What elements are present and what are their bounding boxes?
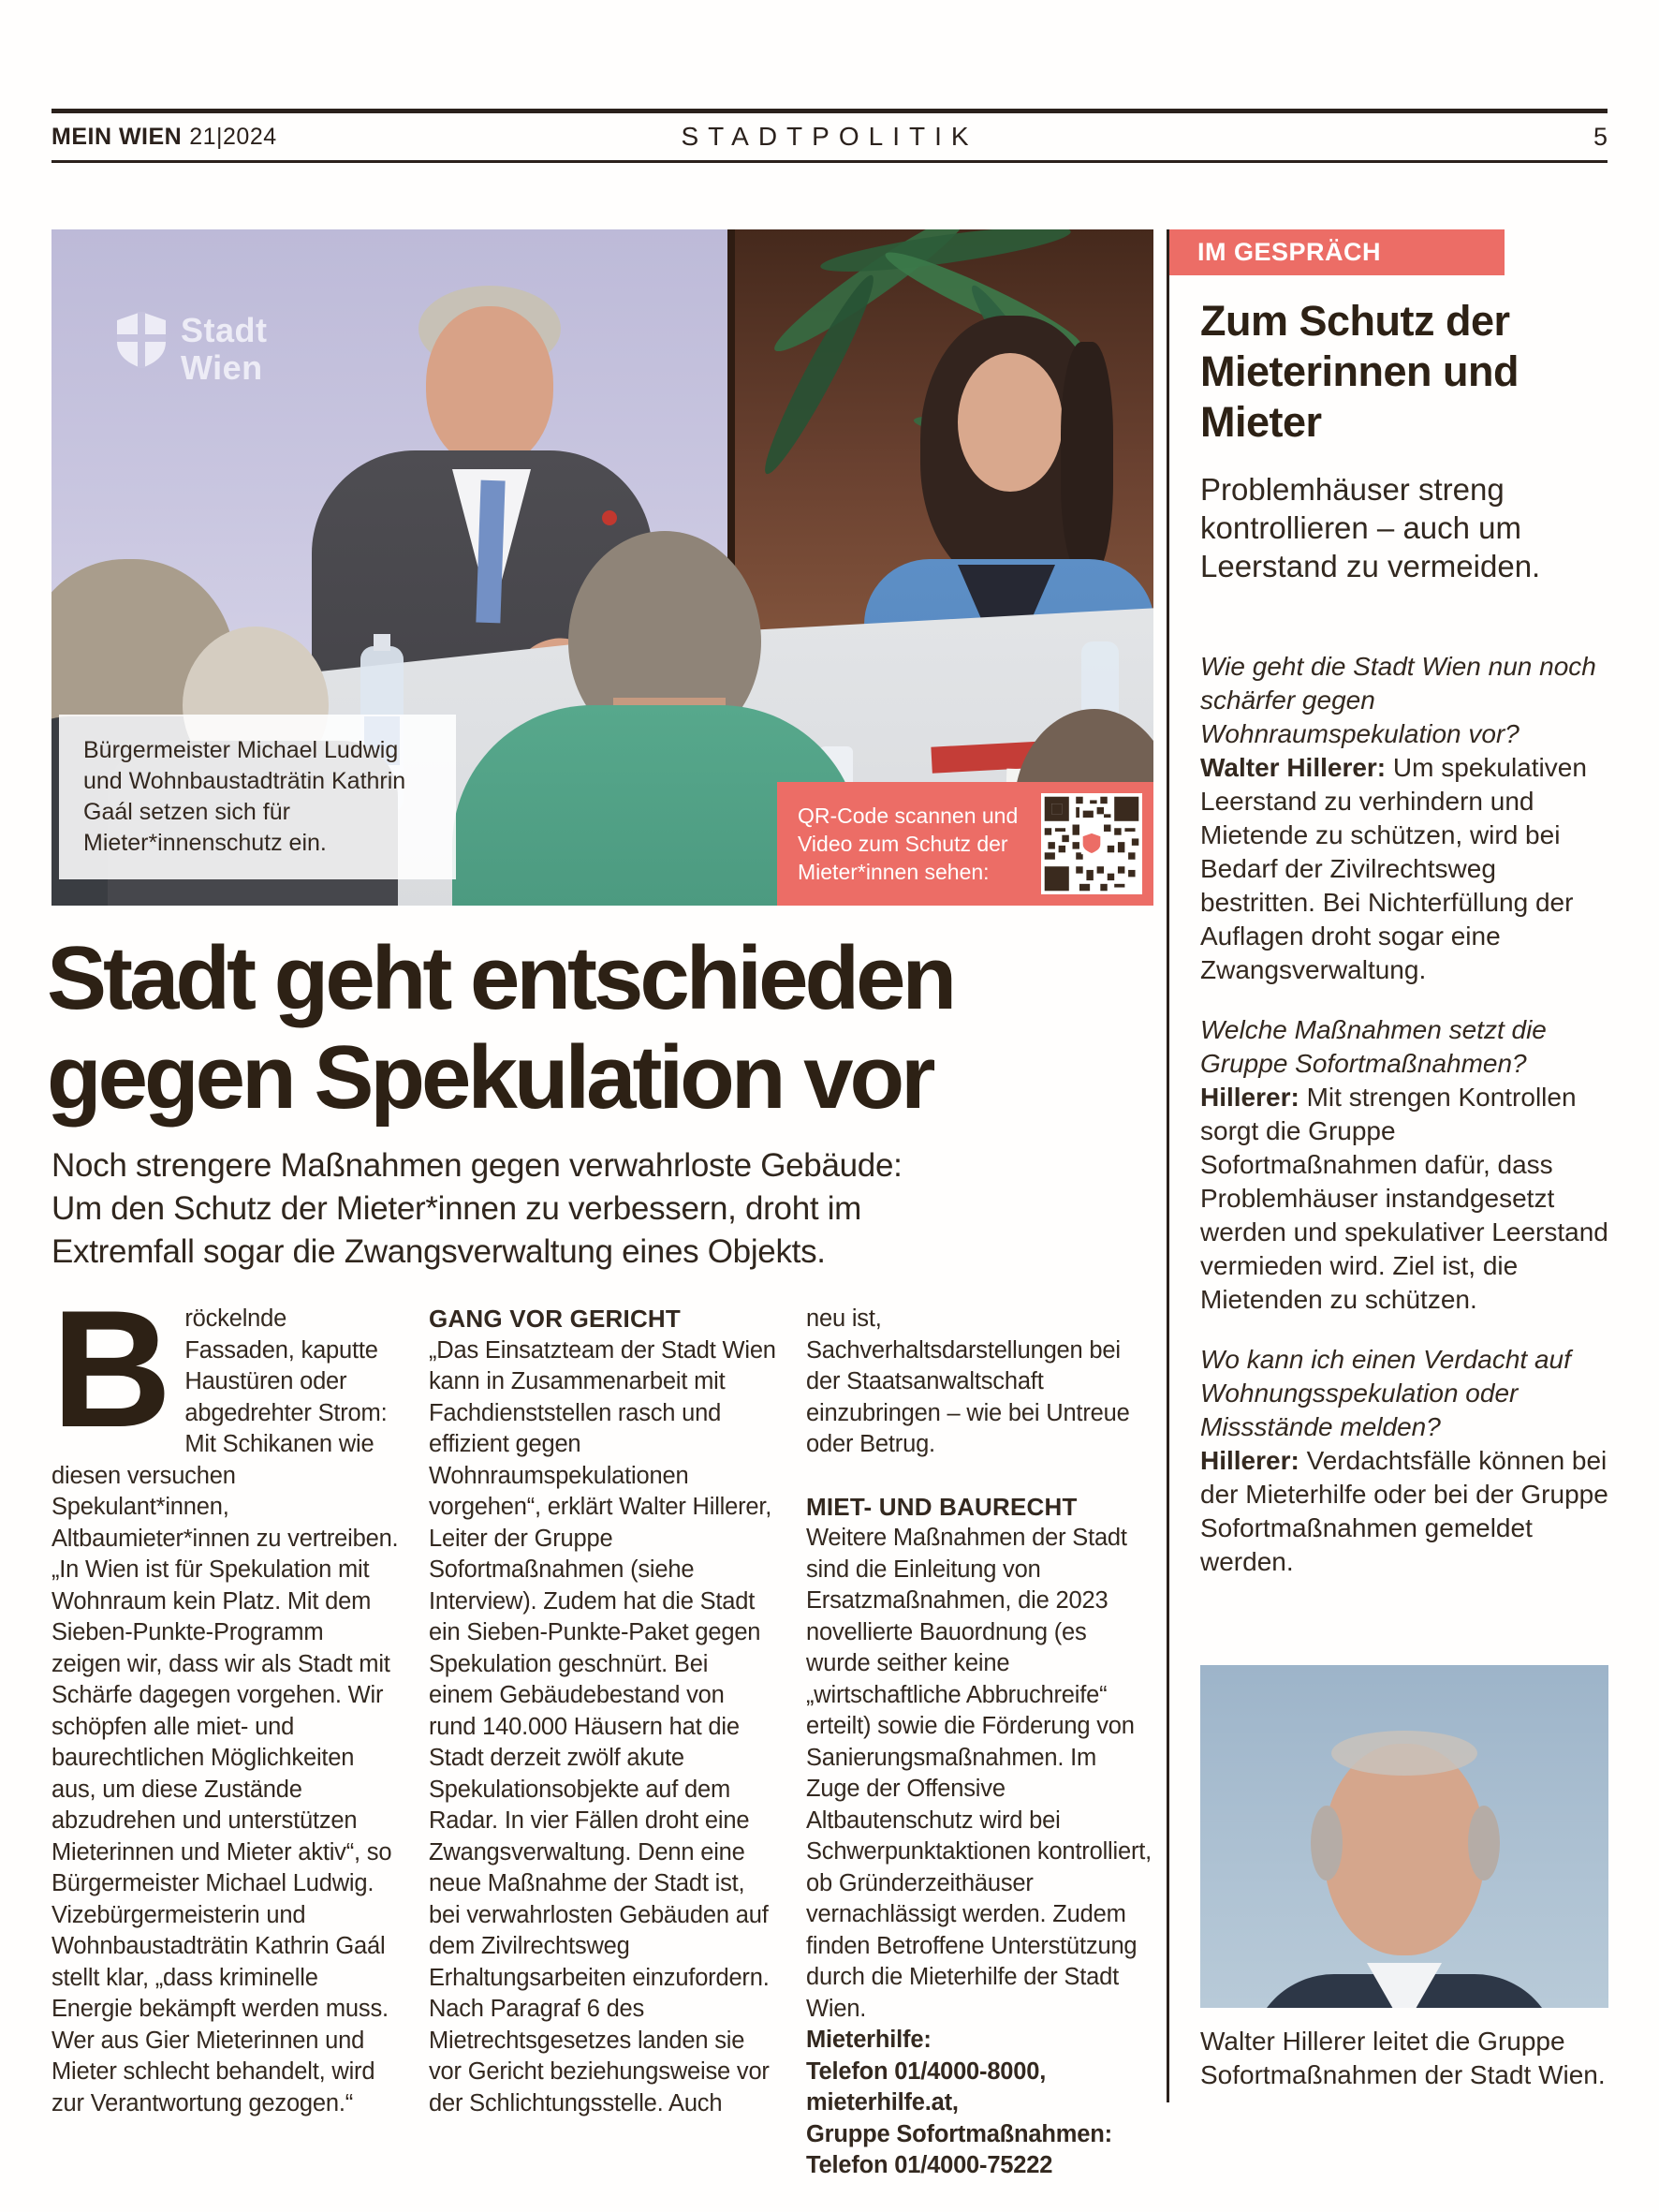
contact-line: Telefon 01/4000-8000, <box>806 2057 1047 2085</box>
column1-text: röckelnde Fassaden, kaputte Haustüren oder abgedrehter Strom: Mit Schikanen wie diesen versuchen Spekulant*innen, Altbaumieter*innen zu vertreiben. „In Wien ist für Spekulation mit Wohnraum kein Platz. Mit dem Sieben-Punkte-Programm zeigen wir, dass wir als Stadt mit Schärfe dagegen vorgehen. Wir schöpfen alle miet- und baurechtlichen Möglichkeiten aus, um diese Zustände abzudrehen und unterstützen Mieterinnen und Mieter aktiv“, so Bürgermeister Michael Ludwig. Vizebürgermeisterin und Wohnbaustadträtin Kathrin Gaál stellt klar, „dass kriminelle Energie bekämpft werden muss. Wer aus Gier Mieterinnen und Mieter schlecht behandelt, wird zur Verantwortung gezogen.“ <box>51 1305 399 2116</box>
interview-answer <box>1200 1444 1608 1579</box>
column-divider <box>1167 229 1169 2102</box>
contact-line: Gruppe Sofortmaßnahmen: <box>806 2120 1112 2147</box>
qa-block <box>1200 1343 1608 1579</box>
speaker-name: Hillerer: <box>1200 1083 1299 1112</box>
section-title: STADTPOLITIK <box>681 122 978 151</box>
qr-callout <box>777 782 1153 906</box>
speaker-name: Hillerer: <box>1200 1446 1299 1475</box>
drop-cap: B <box>51 1276 172 1462</box>
standfirst-line: Um den Schutz der Mieter*innen zu verbessern, droht im <box>51 1190 862 1227</box>
magazine-brand <box>51 124 277 151</box>
issue-number: 21|2024 <box>189 123 277 150</box>
column3-text: neu ist, Sachverhaltsdarstellungen bei der Staatsanwaltschaft einzubringen – wie bei Untreue oder Betrug. <box>806 1305 1130 1457</box>
bottle-cap-shape <box>374 634 390 651</box>
body-column-2 <box>429 1304 776 2182</box>
interview-answer <box>1200 1081 1608 1317</box>
answer-text: Verdachtsfälle können bei der Mieterhilfe oder bei der Gruppe Sofortmaßnahmen gemeldet werden. <box>1200 1446 1608 1576</box>
interview-question: Welche Maßnahmen setzt die Gruppe Sofortmaßnahmen? <box>1200 1015 1547 1078</box>
standfirst-line: Noch strengere Maßnahmen gegen verwahrloste Gebäude: <box>51 1147 903 1184</box>
speaker-name: Walter Hillerer: <box>1200 753 1387 782</box>
shield-icon <box>117 312 166 368</box>
subsection-heading: MIET- UND BAURECHT <box>806 1492 1078 1521</box>
article-standfirst <box>51 1144 1147 1274</box>
headline-line1: Stadt geht entschieden <box>47 928 954 1028</box>
contact-line: Telefon 01/4000-75222 <box>806 2152 1053 2178</box>
contact-line: mieterhilfe.at, <box>806 2089 959 2116</box>
stadt-wien-logo <box>117 312 268 387</box>
face-shape <box>958 353 1063 492</box>
answer-text: Um spekulativen Leerstand zu verhindern und Mietende zu schützen, wird bei Bedarf der Zivilrechtsweg bestritten. Bei Nichterfüllung der Auflagen droht sogar eine Zwangsverwaltung. <box>1200 753 1587 984</box>
article-body <box>51 1276 1153 2182</box>
subsection-heading: GANG VOR GERICHT <box>429 1305 681 1333</box>
interview-question: Wie geht die Stadt Wien nun noch schärfer gegen Wohnraumspekulation vor? <box>1200 652 1596 748</box>
portrait-photo-hillerer <box>1200 1665 1608 2008</box>
sidebar-tag <box>1169 229 1505 275</box>
interview-question: Wo kann ich einen Verdacht auf Wohnungsspekulation oder Missstände melden? <box>1200 1345 1571 1441</box>
sidebar-title: Zum Schutz der Mieterinnen und Mieter <box>1200 297 1519 446</box>
logo-line1: Stadt <box>181 311 268 349</box>
standfirst-line: Extremfall sogar die Zwangsverwaltung eines Objekts. <box>51 1233 826 1270</box>
column3-text: Weitere Maßnahmen der Stadt sind die Einleitung von Ersatzmaßnahmen, die 2023 novellierte Bauordnung (es wurde seither keine „wirtschaftliche Abbruchreife“ erteilt) sowie die Förderung von Sanierungsmaßnahmen. Im Zuge der Offensive Altbautenschutz wird bei Schwerpunktaktionen kontrolliert, ob Gründerzeithäuser vernachlässigt werden. Zudem finden Betroffene Unterstützung durch die Mieterhilfe der Stadt Wien. <box>806 1525 1152 2022</box>
article-headline <box>47 929 953 1128</box>
answer-text: Mit strengen Kontrollen sorgt die Gruppe Sofortmaßnahmen dafür, dass Problemhäuser instandgesetzt werden und spekulativer Leerstand vermieden wird. Ziel ist, die Mietenden zu schützen. <box>1200 1083 1608 1314</box>
contact-line: Mieterhilfe: <box>806 2027 932 2053</box>
page-number: 5 <box>1593 122 1608 151</box>
lapel-pin-shape <box>602 510 617 525</box>
paragraph-spacer <box>806 1461 1153 1492</box>
meeting-photo <box>51 229 1153 906</box>
hair-side-shape <box>1468 1806 1500 1880</box>
interview-answer <box>1200 751 1608 987</box>
hair-top-shape <box>1331 1731 1477 1776</box>
qa-block <box>1200 650 1608 987</box>
hair-side-shape <box>1311 1806 1343 1880</box>
body-column-3 <box>806 1304 1153 2182</box>
headline-line2: gegen Spekulation vor <box>47 1027 932 1128</box>
qa-block <box>1200 1013 1608 1317</box>
photo-caption: Bürgermeister Michael Ludwig und Wohnbaustadträtin Kathrin Gaál setzen sich für Mieter*innenschutz ein. <box>59 715 456 879</box>
logo-text <box>181 312 268 387</box>
qr-code-icon <box>1041 793 1142 894</box>
qr-callout-text: QR-Code scannen und Video zum Schutz der Mieter*innen sehen: <box>798 804 1019 884</box>
sidebar-lead: Problemhäuser streng kontrollieren – auch um Leerstand zu vermeiden. <box>1200 472 1541 583</box>
logo-line2: Wien <box>181 348 263 387</box>
interview-qa <box>1200 650 1608 1605</box>
portrait-caption: Walter Hillerer leitet die Gruppe Sofortmaßnahmen der Stadt Wien. <box>1200 2027 1606 2089</box>
page-header <box>51 109 1608 163</box>
body-column-1 <box>51 1276 399 2182</box>
brand-name: MEIN WIEN <box>51 123 183 150</box>
hair-shape <box>1061 342 1113 576</box>
column2-text: „Das Einsatzteam der Stadt Wien kann in Zusammenarbeit mit Fachdienststellen rasch und effizient gegen Wohnraumspekulationen vorgehen“, erklärt Walter Hillerer, Leiter der Gruppe Sofortmaßnahmen (siehe Interview). Zudem hat die Stadt ein Sieben-Punkte-Paket gegen Spekulation geschnürt. Bei einem Gebäudebestand von rund 140.000 Häusern hat die Stadt derzeit zwölf akute Spekulationsobjekte auf dem Radar. In vier Fällen droht eine Zwangsverwaltung. Denn eine neue Maßnahme der Stadt ist, bei verwahrlosten Gebäuden auf dem Zivilrechtsweg Erhaltungsarbeiten einzufordern. Nach Paragraf 6 des Mietrechtsgesetzes landen sie vor Gericht beziehungsweise vor der Schlichtungsstelle. Auch <box>429 1336 776 2116</box>
sidebar-tag-label: IM GESPRÄCH <box>1197 238 1382 266</box>
tie-shape <box>476 480 505 624</box>
face-shape <box>426 306 553 467</box>
